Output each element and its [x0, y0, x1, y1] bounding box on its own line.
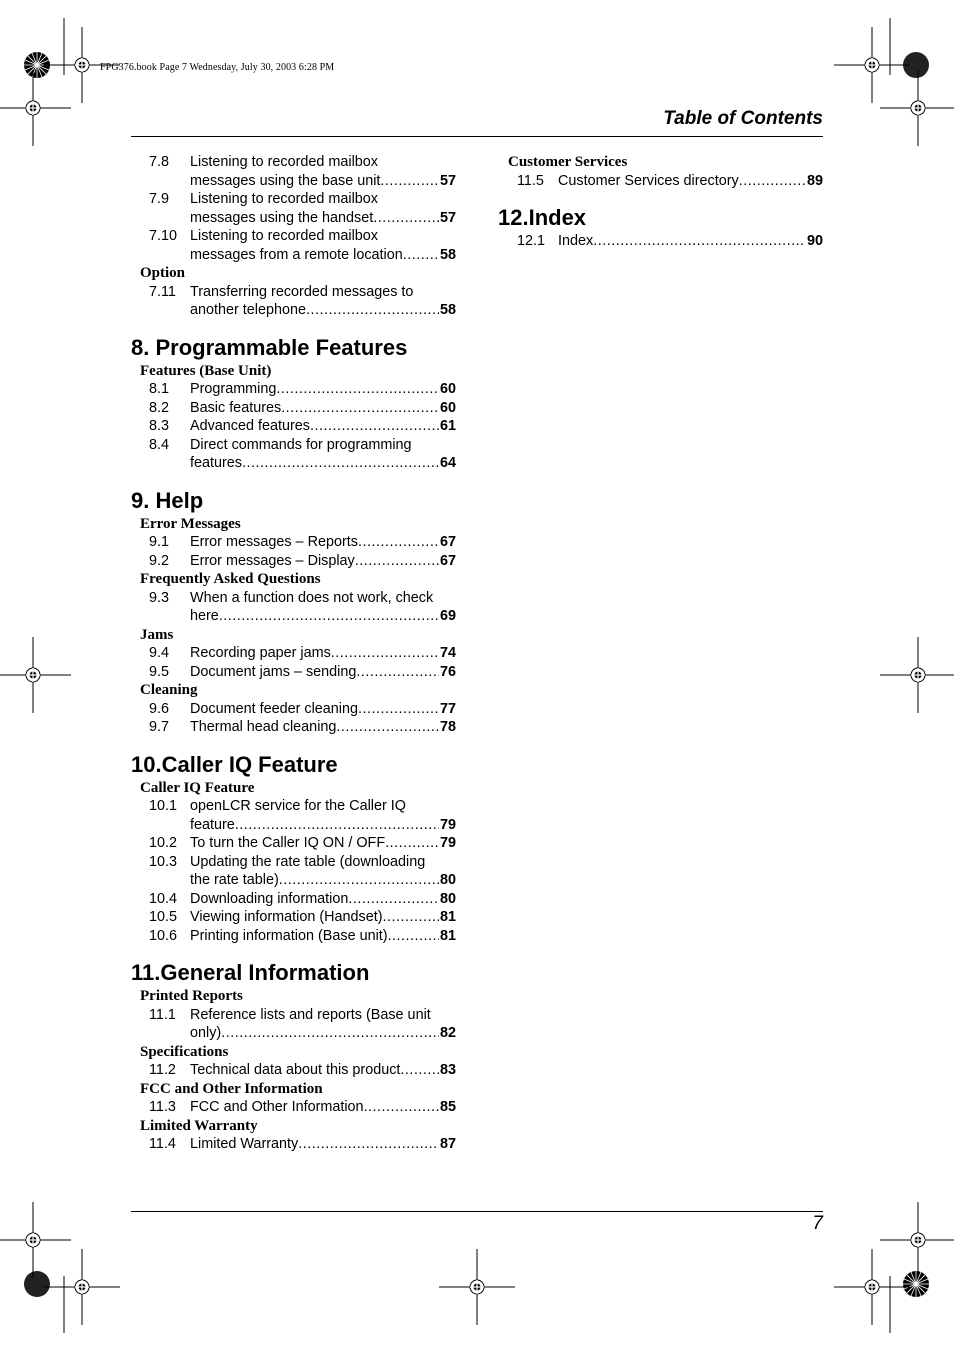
entry-title: Advanced features	[190, 418, 311, 434]
section-heading: Caller IQ Feature	[140, 779, 255, 796]
entry-number: 8.3	[149, 418, 170, 434]
page-number: 7	[812, 1213, 823, 1234]
entry-page-number: 80	[439, 872, 456, 888]
entry-title: Error messages – Reports	[190, 534, 358, 550]
entry-title: Listening to recorded mailbox	[190, 154, 378, 170]
entry-number: 9.5	[149, 663, 170, 680]
section-heading: Limited Warranty	[140, 1117, 258, 1134]
entry-number: 10.6	[149, 927, 178, 944]
entry-page-number: 85	[439, 1099, 456, 1115]
chapter-title: 11.General Information	[131, 960, 370, 985]
entry-number: 11.4	[149, 1136, 176, 1152]
entry-number: 7.8	[149, 154, 170, 170]
entry-page-number: 80	[439, 890, 456, 907]
entry-title: Printing information (Base unit)	[190, 927, 388, 944]
entry-page-number: 69	[439, 608, 456, 624]
entry-number: 9.1	[149, 534, 170, 550]
entry-page-number: 83	[439, 1062, 456, 1078]
entry-title: FCC and Other Information	[190, 1099, 364, 1115]
entry-page-number: 67	[439, 534, 456, 550]
chapter-title: 10.Caller IQ Feature	[131, 751, 338, 777]
entry-title: Error messages – Display	[190, 552, 355, 569]
entry-title: Index	[558, 233, 594, 249]
entry-page-number: 57	[439, 209, 456, 226]
entry-title: the rate table)	[190, 872, 279, 888]
entry-page-number: 81	[439, 927, 456, 944]
section-heading: Frequently Asked Questions	[140, 571, 321, 587]
entry-number: 9.3	[149, 589, 170, 606]
entry-page-number: 76	[439, 663, 456, 680]
entry-number: 11.2	[149, 1062, 176, 1078]
entry-title: messages using the handset	[190, 209, 374, 226]
entry-page-number: 89	[806, 172, 823, 189]
entry-number: 11.5	[517, 172, 544, 189]
entry-number: 8.4	[149, 436, 170, 453]
entry-title: Limited Warranty	[190, 1136, 299, 1152]
entry-page-number: 61	[439, 418, 456, 434]
entry-title: Transferring recorded messages to	[190, 283, 414, 300]
entry-title: here	[190, 608, 219, 624]
entry-number: 8.1	[149, 381, 170, 397]
entry-page-number: 58	[439, 246, 456, 263]
entry-title: Listening to recorded mailbox	[190, 191, 378, 207]
chapter-title: 8. Programmable Features	[131, 334, 408, 360]
entry-number: 10.5	[149, 909, 178, 925]
entry-number: 10.2	[149, 835, 178, 851]
entry-number: 10.1	[149, 798, 178, 814]
entry-page-number: 60	[439, 381, 456, 397]
entry-number: 7.10	[149, 228, 178, 244]
entry-title: Reference lists and reports (Base unit	[190, 1006, 431, 1023]
running-head: Table of Contents	[663, 108, 823, 129]
entry-number: 7.9	[149, 191, 170, 207]
entry-title: Direct commands for programming	[190, 436, 412, 453]
entry-number: 11.3	[149, 1099, 176, 1115]
entry-page-number: 79	[439, 816, 456, 833]
entry-title: feature	[190, 816, 235, 833]
entry-title: openLCR service for the Caller IQ	[190, 798, 406, 814]
entry-page-number: 90	[806, 233, 823, 249]
entry-number: 8.2	[149, 399, 170, 416]
print-slug: FPG376.book Page 7 Wednesday, July 30, 2003 6:28 PM	[100, 62, 335, 73]
entry-title: Technical data about this product	[190, 1062, 401, 1078]
entry-page-number: 67	[439, 552, 456, 569]
entry-title: Customer Services directory	[558, 172, 739, 189]
entry-number: 9.2	[149, 552, 170, 569]
chapter-title: 12.Index	[498, 205, 587, 230]
entry-page-number: 60	[439, 399, 456, 416]
entry-title: messages from a remote location	[190, 246, 403, 263]
entry-page-number: 57	[439, 172, 456, 189]
section-heading: Error Messages	[140, 515, 241, 532]
section-heading: Printed Reports	[140, 988, 243, 1004]
entry-page-number: 74	[439, 645, 456, 661]
entry-page-number: 81	[439, 909, 456, 925]
entry-title: messages using the base unit	[190, 172, 381, 189]
entry-number: 12.1	[517, 233, 546, 249]
entry-title: another telephone	[190, 302, 307, 318]
section-heading: Cleaning	[140, 682, 198, 698]
section-heading: Specifications	[140, 1043, 229, 1060]
entry-title: Document feeder cleaning	[190, 700, 358, 717]
section-heading: Customer Services	[508, 154, 628, 170]
entry-page-number: 87	[439, 1136, 456, 1152]
entry-page-number: 79	[439, 835, 456, 851]
chapter-title: 9. Help	[131, 487, 204, 513]
entry-number: 9.7	[149, 719, 170, 735]
entry-title: Updating the rate table (downloading	[190, 853, 426, 870]
section-heading: FCC and Other Information	[140, 1080, 323, 1097]
entry-page-number: 77	[439, 700, 456, 717]
entry-title: Viewing information (Handset)	[190, 909, 383, 925]
entry-title: To turn the Caller IQ ON / OFF	[190, 835, 386, 851]
entry-number: 10.4	[149, 890, 178, 907]
entry-page-number: 58	[439, 302, 456, 318]
entry-title: Document jams – sending	[190, 663, 357, 680]
entry-title: Thermal head cleaning	[190, 719, 337, 735]
entry-title: Listening to recorded mailbox	[190, 228, 378, 244]
entry-page-number: 64	[439, 455, 456, 471]
entry-number: 9.4	[149, 645, 170, 661]
entry-number: 11.1	[149, 1006, 176, 1023]
section-heading: Features (Base Unit)	[140, 362, 272, 379]
section-heading: Option	[140, 265, 186, 281]
entry-number: 10.3	[149, 853, 178, 870]
entry-page-number: 82	[439, 1025, 456, 1041]
entry-title: Recording paper jams	[190, 645, 331, 661]
entry-number: 9.6	[149, 700, 170, 717]
section-heading: Jams	[140, 626, 174, 643]
entry-title: Downloading information	[190, 890, 349, 907]
entry-title: When a function does not work, check	[190, 589, 434, 606]
entry-title: Programming	[190, 381, 277, 397]
entry-page-number: 78	[439, 719, 456, 735]
entry-title: features	[190, 455, 242, 471]
entry-title: only)	[190, 1025, 222, 1041]
entry-number: 7.11	[149, 283, 176, 300]
entry-title: Basic features	[190, 399, 282, 416]
